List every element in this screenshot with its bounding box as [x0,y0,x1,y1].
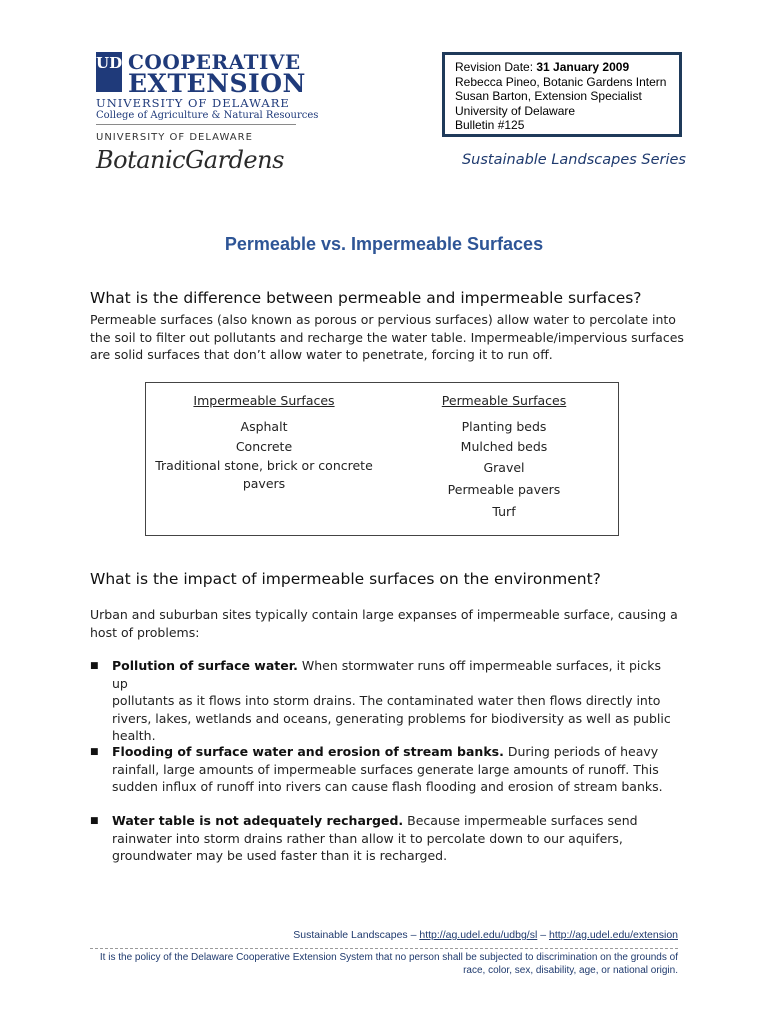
policy-line: race, color, sex, disability, age, or national origin. [463,965,678,976]
series-name: Sustainable Landscapes Series [461,152,686,168]
bullet-line [112,657,672,692]
table-item: Permeable pavers [447,482,561,497]
bullet-text: Because impermeable surfaces send [403,813,638,828]
revision-author-1: Rebecca Pineo, Botanic Gardens Intern [455,74,667,89]
bullet-line: rivers, lakes, wetlands and oceans, generating problems for biodiversity as well as public [112,710,671,726]
footer-links [90,929,678,941]
logo-extension-text: EXTENSION [128,69,306,98]
section-paragraph-difference [90,311,690,364]
footer-separator: – [537,929,549,941]
table-item: Planting beds [461,419,547,434]
footer-link-extension[interactable]: http://ag.udel.edu/extension [548,929,678,941]
bullet-line: pollutants as it flows into storm drains. The contaminated water then flows directly into [112,693,661,708]
footer-divider [90,948,678,949]
page-title: Permeable vs. Impermeable Surfaces [224,234,544,254]
bullet-marker: ■ [90,747,99,757]
table-item: Mulched beds [460,439,548,454]
cooperative-extension-logo [96,50,319,124]
logo-college-text: College of Agriculture & Natural Resources [96,110,319,121]
bullet-title: Pollution of surface water. [112,658,298,673]
bullet-marker: ■ [90,816,99,826]
bullet-flooding [112,743,672,796]
table-item: Turf [492,504,516,519]
botanic-gardens-logo [96,132,296,182]
revision-date-line [455,60,679,75]
bullet-text: When stormwater runs off impermeable surfaces, it picks up [112,658,662,691]
permeable-header: Permeable Surfaces [441,393,567,408]
bullet-line: sudden influx of runoff into rivers can cause flash flooding and erosion of stream banks. [112,779,663,794]
policy-line: It is the policy of the Delaware Cooperative Extension System that no person shall be subjected to discrimination on the grounds of [99,952,678,963]
bullet-text: During periods of heavy [503,744,659,759]
paragraph-line: the soil to filter out pollutants and recharge the water table. Impermeable/impervious surfaces [90,329,684,345]
impermeable-header: Impermeable Surfaces [193,393,335,408]
bullet-line: groundwater may be used faster than it is recharged. [112,848,448,863]
paragraph-line: host of problems: [90,624,200,640]
paragraph-line: Urban and suburban sites typically contain large expanses of impermeable surface, causing a [90,607,678,622]
bullet-line [112,743,672,761]
revision-info-box [442,52,682,137]
revision-university: University of Delaware [455,103,576,118]
bullet-line: rainfall, large amounts of impermeable surfaces generate large amounts of runoff. This [112,761,659,777]
logo-divider [96,124,296,125]
bullet-marker: ■ [90,661,99,671]
section-heading-impact: What is the impact of impermeable surfaces on the environment? [90,570,601,588]
paragraph-line: are solid surfaces that don’t allow water to penetrate, forcing it to run off. [90,347,553,362]
revision-date-value: 31 January 2009 [536,60,630,74]
revision-bulletin: Bulletin #125 [455,118,525,132]
revision-author-2: Susan Barton, Extension Specialist [455,89,642,103]
botanic-gardens-wordmark: BotanicGardens [96,146,284,174]
bullet-line [112,812,672,830]
bullet-pollution [112,657,672,745]
bullet-line: health. [112,728,156,743]
table-item: Concrete [235,439,293,454]
footer-policy [90,951,678,977]
surfaces-comparison-table [145,382,619,536]
permeable-column [408,391,600,523]
logo-university-text: UNIVERSITY OF DELAWARE [96,96,290,110]
ud-logo-mark: UD [96,52,122,92]
bullet-line: rainwater into storm drains rather than allow it to percolate down to our aquifers, [112,830,623,846]
section-intro-impact [90,606,690,641]
revision-date-label: Revision Date: [455,60,537,74]
footer-link-sl[interactable]: http://ag.udel.edu/udbg/sl [419,929,538,941]
bullet-water-table [112,812,672,865]
table-item: Gravel [483,460,525,475]
logo-cooperative-text: COOPERATIVE [128,50,301,74]
bullet-title: Water table is not adequately recharged. [112,813,404,828]
section-heading-difference: What is the difference between permeable and impermeable surfaces? [90,289,642,307]
bullet-title: Flooding of surface water and erosion of stream banks. [112,744,504,759]
impermeable-column [150,391,378,493]
botanic-university-text: UNIVERSITY OF DELAWARE [96,132,253,143]
table-item: Asphalt [240,419,288,434]
table-item: Traditional stone, brick or concrete pavers [155,458,373,491]
paragraph-line: Permeable surfaces (also known as porous or pervious surfaces) allow water to percolate into [90,312,676,327]
footer-prefix: Sustainable Landscapes – [293,929,420,941]
